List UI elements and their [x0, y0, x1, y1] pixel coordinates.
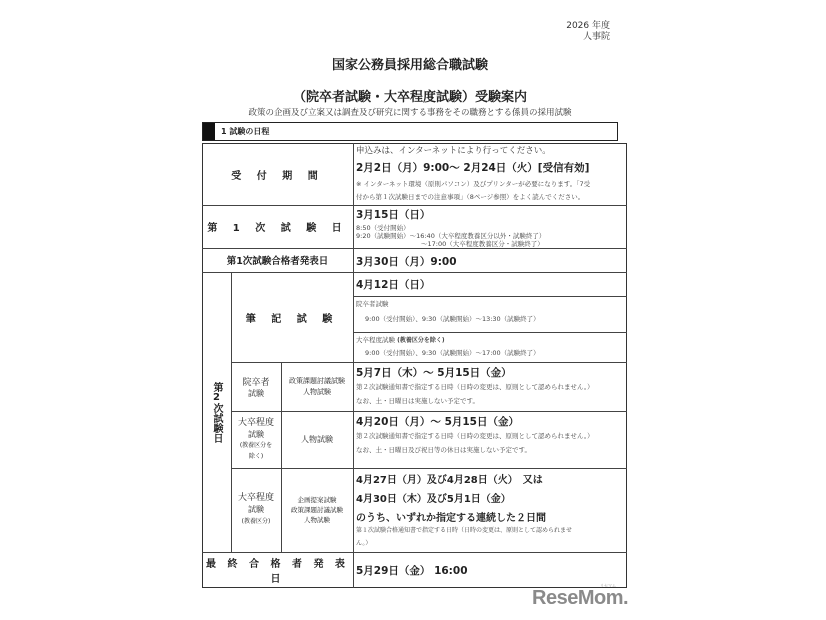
written-univ-time: 9:00（受付開始）、9:30（試験開始）～17:00（試験終了）: [365, 349, 540, 357]
liberal-type-l2: 政策課題討議試験: [291, 506, 343, 514]
written-exam-label: 筆 記 試 験: [245, 313, 339, 325]
second-exam-label: 第2次試験日: [211, 381, 222, 443]
written-univ-title: 大卒程度試験: [356, 336, 395, 344]
row-divider: [353, 332, 627, 333]
grad-period: 5月7日（木）～ 5月15日（金）: [356, 367, 512, 379]
liberal-note1: 第１次試験合格通知書で指定する日時（日時の変更は、原則として認められませ: [356, 527, 573, 534]
univ-category-l4: 除く): [248, 452, 264, 460]
first-exam-line3: ～17:00（大卒程度教養区分・試験終了）: [421, 240, 544, 248]
application-label: 受 付 期 間: [231, 170, 324, 182]
page-title: 国家公務員採用総合職試験: [331, 58, 488, 73]
first-result-date: 3月30日（月）9:00: [356, 256, 457, 268]
first-exam-line1: 8:50（受付開始）: [356, 224, 410, 232]
grad-type-l2: 人物試験: [303, 387, 331, 396]
row-divider: [353, 296, 627, 297]
application-note-top: 申込みは、インターネットにより行ってください。: [356, 146, 551, 156]
liberal-type-l1: 企画提案試験: [297, 496, 337, 504]
first-exam-label: 第 1 次 試 験 日: [207, 223, 348, 234]
year-org-block: [560, 21, 610, 43]
liberal-note2: ん。）: [356, 540, 372, 547]
grad-category-l1: 院卒者: [242, 377, 270, 388]
univ-period: 4月20日（月）～ 5月15日（金）: [356, 416, 519, 428]
final-result-date: 5月29日（金） 16:00: [356, 565, 468, 577]
grad-type: [281, 362, 353, 411]
application-note2: 付から第１次試験日までの注意事項」（8ページ参照）をよく読んでください。: [356, 193, 585, 201]
written-grad-title: 院卒者試験: [356, 300, 389, 308]
org-label: 人事院: [582, 32, 610, 42]
written-grad-time: 9:00（受付開始）、9:30（試験開始）～13:30（試験終了）: [365, 315, 540, 323]
liberal-line1: 4月27日（月）及び4月28日（火） 又は: [356, 475, 543, 486]
first-exam-line2: 9:20（試験開始）～16:40（大卒程度教養区分以外・試験終了）: [356, 232, 546, 240]
resemom-logo: ReseMom.: [532, 587, 629, 609]
univ-category: [231, 411, 281, 468]
univ-note1: 第２次試験通知書で指定する日時（日時の変更は、原則として認められません。）: [356, 432, 594, 440]
liberal-type: [281, 468, 353, 552]
liberal-line2: 4月30日（木）及び5月1日（金）: [356, 494, 511, 505]
section-label: 1 試験の日程: [221, 127, 270, 136]
grad-note1: 第２次試験通知書で指定する日時（日時の変更は、原則として認められません。）: [356, 383, 594, 391]
written-univ-title-note: (教養区分を除く): [397, 337, 445, 344]
section-header: [202, 122, 618, 141]
application-period: 2月2日（月）9:00～ 2月24日（火）[受信有効]: [356, 162, 590, 174]
page-subtitle: （院卒者試験・大卒程度試験）受験案内: [292, 90, 527, 105]
univ-category-l3: (教養区分を: [239, 441, 273, 449]
year-label: 2026 年度: [566, 21, 610, 31]
univ-category-l2: 試験: [248, 429, 264, 439]
liberal-category: [231, 468, 281, 552]
liberal-line3: のうち、いずれか指定する連続した２日間: [356, 513, 546, 524]
first-result-label: 第1次試験合格者発表日: [226, 256, 329, 267]
written-exam-date: 4月12日（日）: [356, 279, 431, 291]
univ-note2: なお、土・日曜日及び祝日等の休日は実施しない予定です。: [356, 446, 531, 454]
grad-note2: なお、土・日曜日は実施しない予定です。: [356, 397, 479, 405]
grad-category-l2: 試験: [248, 388, 264, 398]
univ-type: 人物試験: [301, 435, 333, 444]
liberal-category-l3: (教養区分): [241, 518, 271, 525]
liberal-category-l1: 大卒程度: [237, 493, 274, 503]
univ-category-l1: 大卒程度: [237, 417, 274, 428]
grad-category: [231, 362, 281, 411]
first-exam-date: 3月15日（日）: [356, 209, 431, 221]
second-exam-label-cell: [202, 272, 231, 552]
page-description: 政策の企画及び立案又は調査及び研究に関する事務をその職務とする係員の採用試験: [248, 108, 572, 118]
section-marker: [203, 123, 215, 140]
application-note1: ※ インターネット環境（原則パソコン）及びプリンターが必要になります。「7受: [356, 180, 591, 188]
final-result-label: 最 終 合 格 者 発 表 日: [206, 559, 349, 585]
watermark-ruby: リセマム: [600, 583, 616, 588]
liberal-type-l3: 人物試験: [304, 516, 330, 524]
grad-type-l1: 政策課題討議試験: [289, 376, 345, 385]
liberal-category-l2: 試験: [248, 505, 264, 514]
written-univ-title-wrap: [356, 335, 445, 346]
col-divider: [353, 143, 354, 588]
